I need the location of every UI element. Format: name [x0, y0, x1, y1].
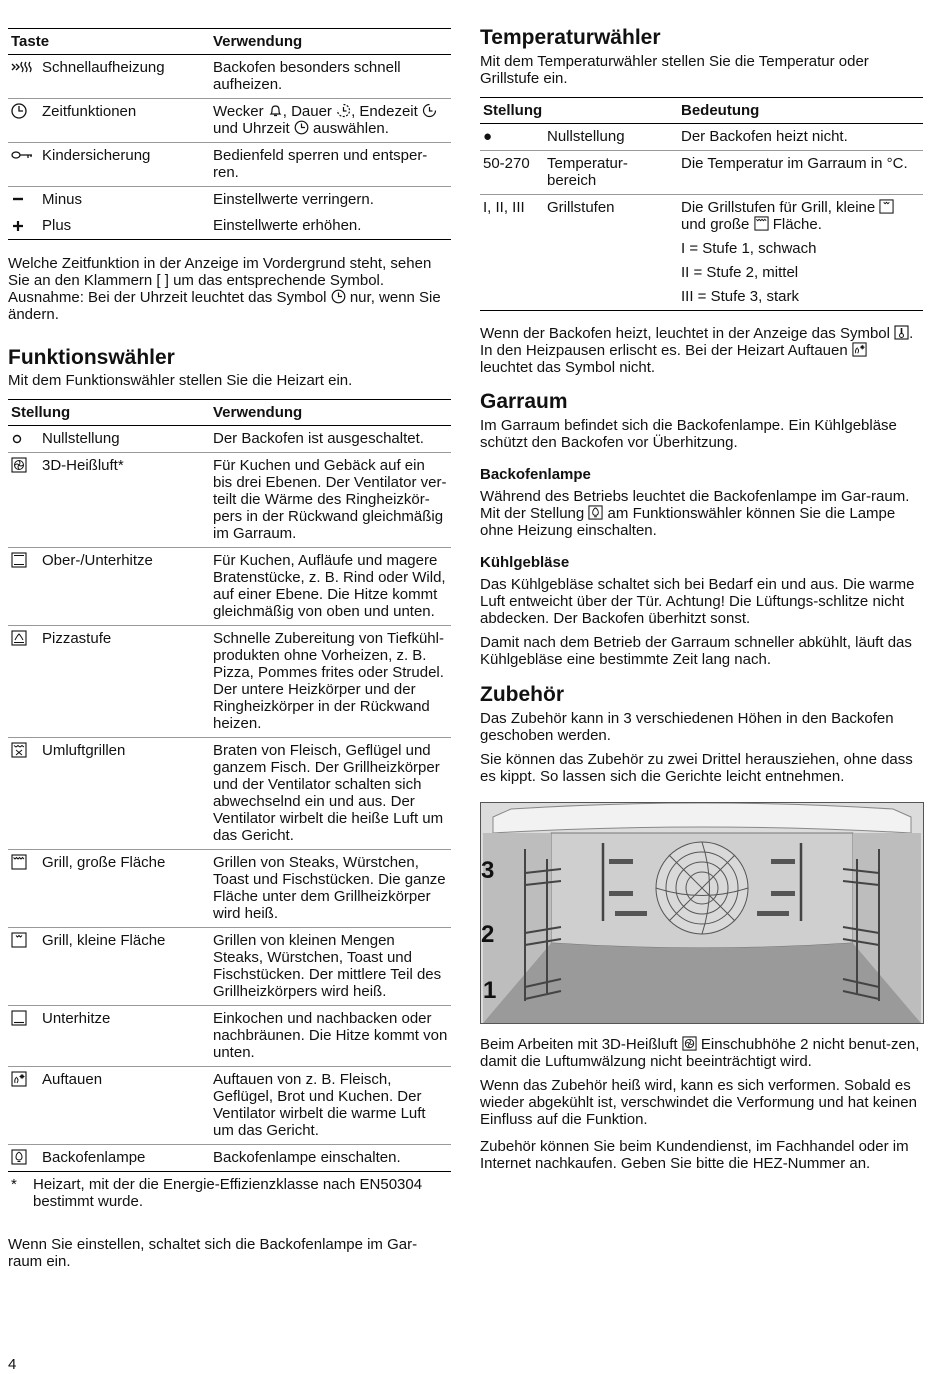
key-name: Minus: [42, 191, 83, 208]
position-value: 50-270: [480, 151, 544, 195]
key-icon: [11, 147, 27, 163]
time-note: Welche Zeitfunktion in der Anzeige im Vordergrund steht, sehen Sie an den Klammern [ ] um das entsprechende Symbol. Ausnahme: Bei der Uhrzeit leuchtet das Symbol nur, wenn Sie ändern.: [8, 255, 441, 323]
function-name: Ober-/Unterhitze: [39, 548, 210, 626]
position-name: Temperatur-bereich: [544, 151, 678, 195]
table-row: [8, 1067, 451, 1145]
function-name: Unterhitze: [39, 1006, 210, 1067]
off-icon: [11, 430, 27, 446]
function-name: Umluftgrillen: [39, 738, 210, 850]
function-use: Grillen von Steaks, Würstchen, Toast und Fischstücken. Die ganze Fläche unter dem Grillheizkörper wird heiß.: [210, 850, 451, 928]
key-use: Wecker , Dauer , Endezeit und Uhrzeit auswählen.: [210, 99, 451, 143]
grill-levels-text: Die Grillstufen für Grill, kleine und große Fläche.: [681, 199, 920, 233]
keys-table-header: [8, 29, 451, 55]
fan-text-1: Das Kühlgebläse schaltet sich bei Bedarf ein und aus. Die warme Luft entweicht über der Tür. Achtung! Die Lüftungs-schlitze nicht abdecken. Der Backofen überhitzt sonst.: [480, 576, 915, 627]
grill-large-icon: [754, 216, 769, 231]
pizza-icon: [11, 630, 27, 646]
table-row: [8, 548, 451, 626]
plus-icon: [11, 217, 27, 233]
table-row: [8, 1145, 451, 1172]
shelf-level-1: 1: [483, 977, 497, 1004]
temperature-table-header: [480, 98, 923, 124]
subsection-title-backofenlampe: Backofenlampe: [480, 466, 591, 483]
col-header-stellung: Stellung: [480, 98, 678, 124]
table-row: [8, 187, 451, 214]
position-meaning: [678, 195, 923, 311]
function-use: Schnelle Zubereitung von Tiefkühl-produkten ohne Vorheizen, z. B. Pizza, Pommes frites oder Strudel. Der untere Heizkörper und der Ringheizkörper in der Rückwand heizen.: [210, 626, 451, 738]
left-column: [8, 28, 451, 1270]
clock-icon: [294, 120, 309, 135]
table-row: [8, 55, 451, 99]
acc-text-5: Zubehör können Sie beim Kundendienst, im Fachhandel oder im Internet nachkaufen. Geben Sie bitte die HEZ-Nummer an.: [480, 1138, 909, 1172]
bottom-heat-icon: [11, 1010, 27, 1026]
oven-interior-illustration: [480, 802, 924, 1024]
func-intro: Mit dem Funktionswähler stellen Sie die Heizart ein.: [8, 372, 353, 389]
key-use: Bedienfeld sperren und entsper-ren.: [210, 143, 451, 187]
table-row: [8, 850, 451, 928]
col-header-taste: Taste: [8, 29, 210, 55]
function-name: Nullstellung: [39, 426, 210, 453]
grill-level-1: I = Stufe 1, schwach: [681, 240, 817, 257]
clock-icon: [11, 103, 27, 119]
table-row: [8, 426, 451, 453]
table-row: [8, 626, 451, 738]
section-title-zubehoer: Zubehör: [480, 683, 564, 706]
lamp-text: Während des Betriebs leuchtet die Backofenlampe im Gar-raum. Mit der Stellung am Funktionswähler können Sie die Lampe ohne Heizung einschalten.: [480, 488, 910, 539]
footnote: [8, 1176, 451, 1210]
footnote-mark: *: [11, 1176, 17, 1193]
duration-icon: [336, 103, 351, 118]
grill-level-3: III = Stufe 3, stark: [681, 288, 799, 305]
section-title-funktionswaehler: Funktionswähler: [8, 346, 175, 369]
function-use: Grillen von kleinen Mengen Steaks, Würstchen, Toast und Fischstücken. Der mittlere Teil des Grillheizkörpers wird heiß.: [210, 928, 451, 1006]
grill-large-icon: [11, 854, 27, 870]
heat-note: Wenn der Backofen heizt, leuchtet in der Anzeige das Symbol . In den Heizpausen erlischt es. Bei der Heizart Auftauen leuchtet das Symbol nicht.: [480, 325, 914, 376]
function-name: Backofenlampe: [39, 1145, 210, 1172]
key-name: Kindersicherung: [39, 143, 210, 187]
oven-lamp-icon: [588, 505, 603, 520]
acc-text-2: Sie können das Zubehör zu zwei Drittel herausziehen, ohne dass es kippt. So lassen sich die Gerichte leicht entnehmen.: [480, 751, 913, 785]
function-table: [8, 399, 451, 1172]
key-name: Zeitfunktionen: [39, 99, 210, 143]
temperature-table: [480, 97, 923, 311]
right-column: [480, 26, 923, 785]
grill-small-icon: [11, 932, 27, 948]
defrost-icon: [11, 1071, 27, 1087]
function-use: Für Kuchen, Aufläufe und magere Bratenstücke, z. B. Rind oder Wild, auf einer Ebene. Die Hitze kommt gleichmäßig von oben und unten.: [210, 548, 451, 626]
table-row: [8, 453, 451, 548]
function-name: Grill, große Fläche: [39, 850, 210, 928]
table-row: [8, 143, 451, 187]
function-use: Backofenlampe einschalten.: [210, 1145, 451, 1172]
function-name: 3D-Heißluft*: [39, 453, 210, 548]
oven-lamp-icon: [11, 1149, 27, 1165]
subsection-title-kuehlgeblaese: Kühlgebläse: [480, 554, 570, 571]
grill-small-icon: [879, 199, 894, 214]
clock-icon: [331, 289, 346, 304]
key-use: Einstellwerte erhöhen.: [210, 213, 451, 240]
function-use: Einkochen und nachbacken oder nachbräunen. Die Hitze kommt von unten.: [210, 1006, 451, 1067]
function-table-header: [8, 400, 451, 426]
col-header-bedeutung: Bedeutung: [678, 98, 923, 124]
function-use: Der Backofen ist ausgeschaltet.: [210, 426, 451, 453]
function-use: Auftauen von z. B. Fleisch, Geflügel, Brot und Kuchen. Der Ventilator wirbelt die warme Luft um das Gericht.: [210, 1067, 451, 1145]
position-meaning: Der Backofen heizt nicht.: [678, 124, 923, 151]
key-use: Einstellwerte verringern.: [213, 191, 374, 208]
lamp-note: Wenn Sie einstellen, schaltet sich die Backofenlampe im Gar-raum ein.: [8, 1236, 418, 1270]
temp-intro: Mit dem Temperaturwähler stellen Sie die Temperatur oder Grillstufe ein.: [480, 53, 869, 87]
table-row: [8, 738, 451, 850]
page-number: 4: [8, 1356, 17, 1373]
key-name: Schnellaufheizung: [39, 55, 210, 99]
col-header-verwendung: Verwendung: [210, 29, 451, 55]
position-value: ●: [480, 124, 544, 151]
garraum-intro: Im Garraum befindet sich die Backofenlampe. Ein Kühlgebläse schützt den Backofen vor Überhitzung.: [480, 417, 897, 451]
function-use: Für Kuchen und Gebäck auf ein bis drei Ebenen. Der Ventilator ver-teilt die Wärme des Ringheizkör-pers in der Rückwand gleichmäßig im Garraum.: [210, 453, 451, 548]
position-name: Grillstufen: [544, 195, 678, 311]
table-row: [480, 124, 923, 151]
table-row: [480, 195, 923, 311]
table-row: [8, 99, 451, 143]
col-header-verwendung: Verwendung: [210, 400, 451, 426]
section-title-garraum: Garraum: [480, 390, 568, 413]
right-column-lower: [480, 1036, 923, 1172]
heating-thermometer-icon: [894, 325, 909, 340]
grill-level-2: II = Stufe 2, mittel: [681, 264, 799, 281]
table-row: [480, 151, 923, 195]
table-row: [8, 213, 451, 240]
shelf-level-2: 2: [481, 921, 495, 948]
function-name: Pizzastufe: [39, 626, 210, 738]
col-header-stellung: Stellung: [8, 400, 210, 426]
fan-text-2: Damit nach dem Betrieb der Garraum schneller abkühlt, läuft das Kühlgebläse eine bestimmte Zeit lang nach.: [480, 634, 912, 668]
acc-text-3: Beim Arbeiten mit 3D-Heißluft Einschubhöhe 2 nicht benut-zen, damit die Luftumwälzung nicht beeinträchtigt wird.: [480, 1036, 920, 1070]
hot-air-3d-icon: [682, 1036, 697, 1051]
keys-table: [8, 28, 451, 240]
hot-air-3d-icon: [11, 457, 27, 473]
table-row: [8, 1006, 451, 1067]
key-use: Backofen besonders schnell aufheizen.: [210, 55, 451, 99]
shelf-level-3: 3: [481, 857, 495, 884]
defrost-icon: [852, 342, 867, 357]
function-name: Auftauen: [39, 1067, 210, 1145]
bell-icon: [268, 103, 283, 118]
footnote-text: Heizart, mit der die Energie-Effizienzklasse nach EN50304 bestimmt wurde.: [33, 1176, 423, 1210]
quick-heat-icon: [11, 59, 27, 75]
function-name: Grill, kleine Fläche: [39, 928, 210, 1006]
position-value: I, II, III: [480, 195, 544, 311]
acc-text-4: Wenn das Zubehör heiß wird, kann es sich verformen. Sobald es wieder abgekühlt ist, verschwindet die Verformung und hat keinen Einfluss auf die Funktion.: [480, 1077, 917, 1128]
section-title-temperaturwaehler: Temperaturwähler: [480, 26, 661, 49]
minus-icon: [11, 191, 27, 207]
position-meaning: Die Temperatur im Garraum in °C.: [678, 151, 923, 195]
key-name: Plus: [39, 213, 210, 240]
table-row: [8, 928, 451, 1006]
circulated-grill-icon: [11, 742, 27, 758]
top-bottom-heat-icon: [11, 552, 27, 568]
end-time-icon: [422, 103, 437, 118]
function-use: Braten von Fleisch, Geflügel und ganzem Fisch. Der Grillheizkörper und der Ventilator schalten sich abwechselnd ein und aus. Der Ventilator wirbelt die heiße Luft um das Gericht.: [210, 738, 451, 850]
acc-text-1: Das Zubehör kann in 3 verschiedenen Höhen in den Backofen geschoben werden.: [480, 710, 894, 744]
position-name: Nullstellung: [544, 124, 678, 151]
